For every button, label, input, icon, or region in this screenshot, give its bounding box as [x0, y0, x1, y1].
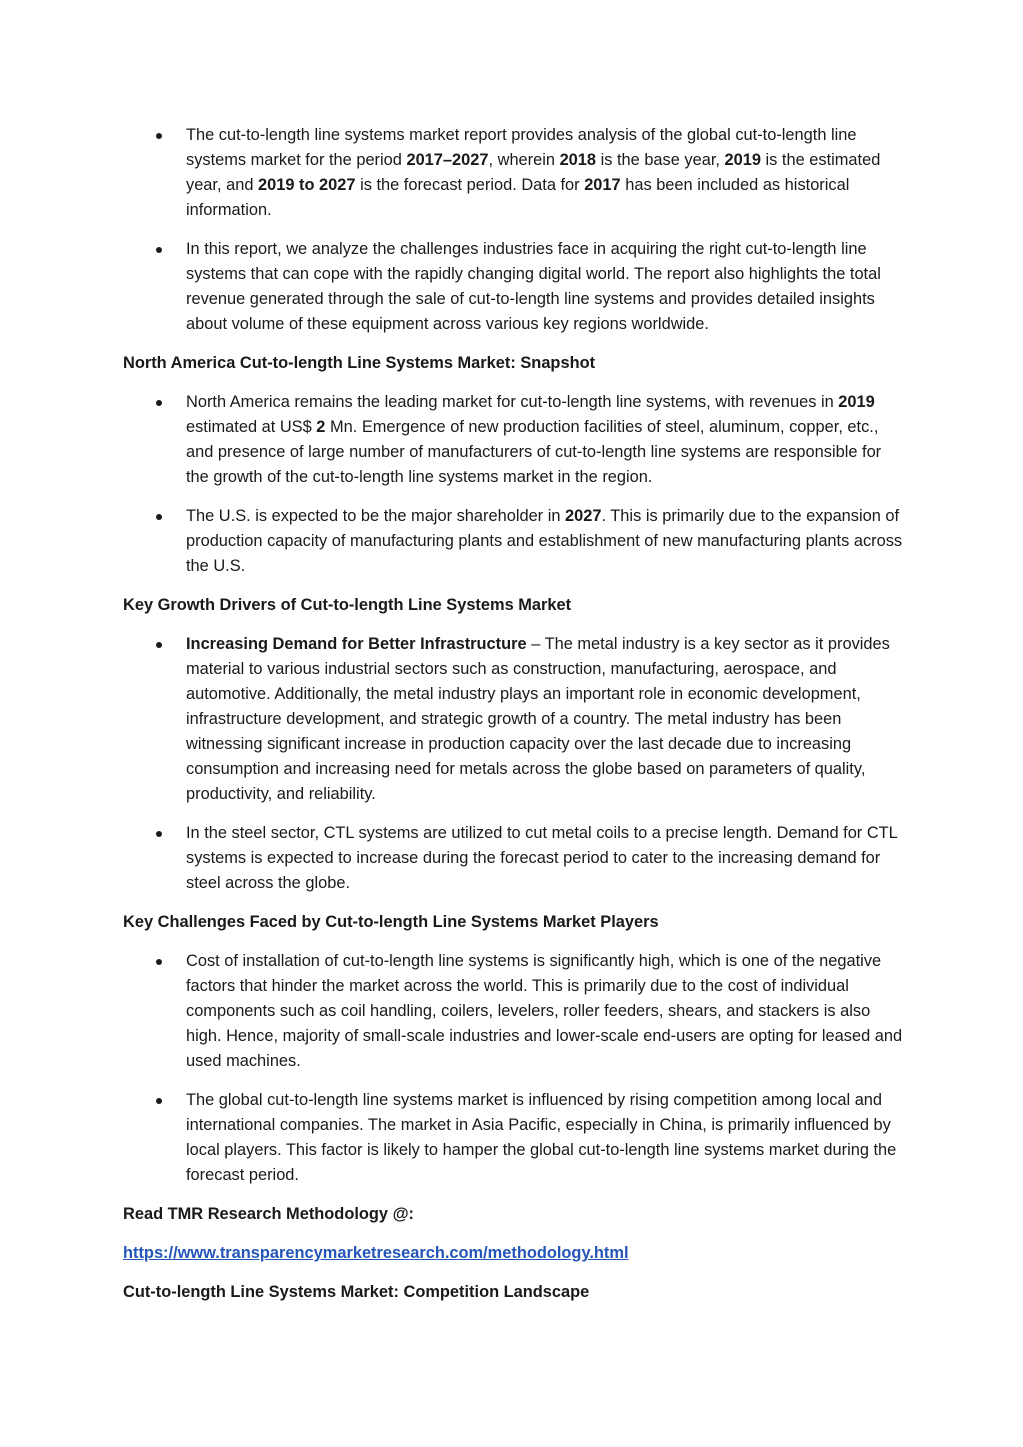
methodology-link[interactable]: https://www.transparencymarketresearch.com/methodology.html [123, 1244, 629, 1262]
intro-list [123, 123, 903, 337]
list-item: The U.S. is expected to be the major shareholder in 2027. This is primarily due to the expansion of production capacity of manufacturing plants and establishment of new manufacturing plants across the U.S. [123, 504, 903, 579]
snapshot-list [123, 390, 903, 579]
section-heading-challenges: Key Challenges Faced by Cut-to-length Line Systems Market Players [123, 913, 659, 931]
section-heading-snapshot: North America Cut-to-length Line Systems Market: Snapshot [123, 354, 596, 372]
section-heading-drivers: Key Growth Drivers of Cut-to-length Line Systems Market [123, 596, 572, 614]
list-item: North America remains the leading market for cut-to-length line systems, with revenues in 2019 estimated at US$ 2 Mn. Emergence of new production facilities of steel, aluminum, copper, etc., and presence of large number of manufacturers of cut-to-length line systems are responsible for the growth of the cut-to-length line systems market in the region. [123, 390, 903, 490]
methodology-link-line [123, 1241, 903, 1266]
list-item: The cut-to-length line systems market report provides analysis of the global cut-to-length line systems market for the period 2017–2027, wherein 2018 is the base year, 2019 is the estimated year, and 2019 to 2027 is the forecast period. Data for 2017 has been included as historical information. [123, 123, 903, 223]
list-item: The global cut-to-length line systems market is influenced by rising competition among local and international companies. The market in Asia Pacific, especially in China, is primarily influenced by local players. This factor is likely to hamper the global cut-to-length line systems market during the forecast period. [123, 1088, 903, 1188]
section-heading-methodology: Read TMR Research Methodology @: [123, 1205, 415, 1223]
list-item: Increasing Demand for Better Infrastructure – The metal industry is a key sector as it provides material to various industrial sectors such as construction, manufacturing, aerospace, and automotive. Additionally, the metal industry plays an important role in economic development, infrastructure development, and strategic growth of a country. The metal industry has been witnessing significant increase in production capacity over the last decade due to increasing consumption and increasing need for metals across the globe based on parameters of quality, productivity, and reliability. [123, 632, 903, 807]
drivers-list [123, 632, 903, 896]
list-item: Cost of installation of cut-to-length line systems is significantly high, which is one of the negative factors that hinder the market across the world. This is primarily due to the cost of individual components such as coil handling, coilers, levelers, roller feeders, shears, and stackers is also high. Hence, majority of small-scale industries and lower-scale end-users are opting for leased and used machines. [123, 949, 903, 1074]
list-item: In the steel sector, CTL systems are utilized to cut metal coils to a precise length. Demand for CTL systems is expected to increase during the forecast period to cater to the increasing demand for steel across the globe. [123, 821, 903, 896]
driver-lead: Increasing Demand for Better Infrastructure [186, 635, 527, 653]
estimated-year: 2019 [724, 151, 761, 169]
period-value: 2017–2027 [406, 151, 489, 169]
list-item: In this report, we analyze the challenges industries face in acquiring the right cut-to-length line systems that can cope with the rapidly changing digital world. The report also highlights the total revenue generated through the sale of cut-to-length line systems and provides detailed insights about volume of these equipment across various key regions worldwide. [123, 237, 903, 337]
base-year: 2018 [559, 151, 597, 169]
section-heading-competition: Cut-to-length Line Systems Market: Competition Landscape [123, 1283, 590, 1301]
forecast-period: 2019 to 2027 [258, 176, 356, 194]
challenges-list [123, 949, 903, 1188]
historical-year: 2017 [584, 176, 621, 194]
